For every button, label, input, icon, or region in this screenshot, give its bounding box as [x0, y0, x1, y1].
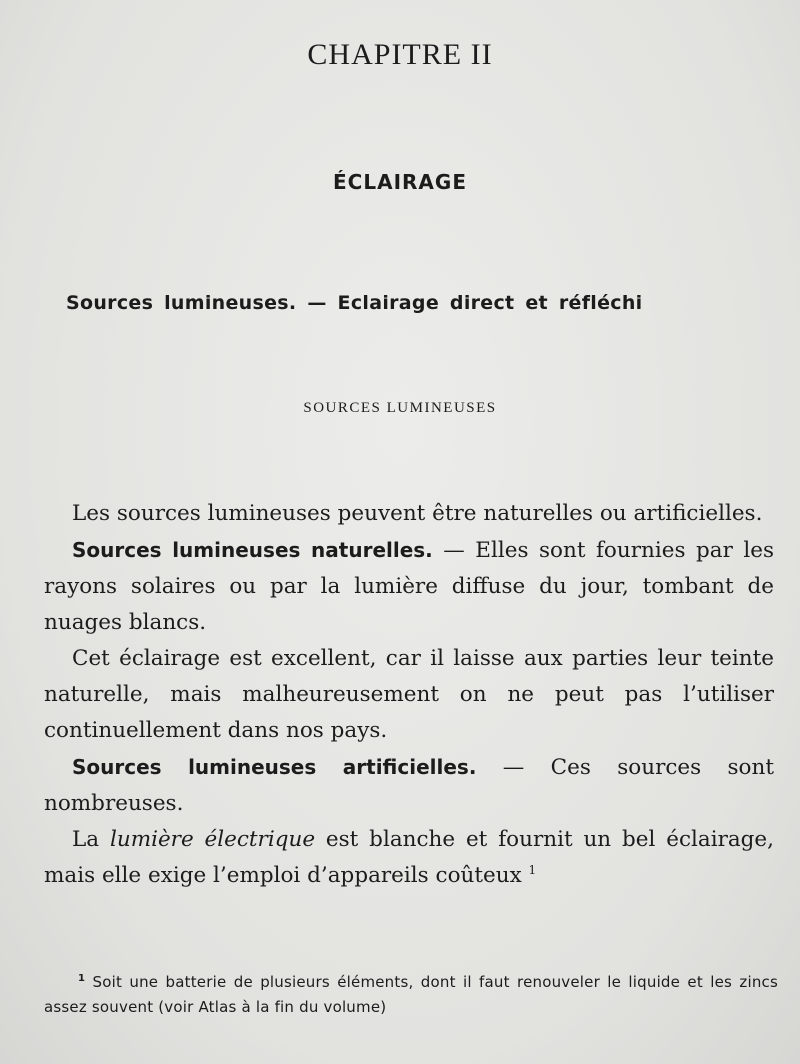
- footnote-reference: 1: [528, 862, 537, 877]
- paragraph-4: [44, 749, 774, 822]
- footnote-text: Soit une batterie de plusieurs éléments, dont il faut renouveler le liquide et les zincs assez souvent (voir Atlas à la fin du volume): [44, 973, 778, 1016]
- section-title: ÉCLAIRAGE: [333, 170, 467, 194]
- footnote-text-block: [44, 970, 778, 1020]
- body-text: [44, 496, 774, 894]
- footnote: [44, 970, 778, 1020]
- paragraph-4-text: — Ces sources sont nombreuses.: [44, 755, 774, 816]
- paragraph-5-text: est blanche et fournit un bel éclairage, mais elle exige l’emploi d’appareils coûteux: [44, 827, 774, 888]
- run-in-heading-natural: Sources lumineuses naturelles.: [72, 538, 433, 562]
- paragraph-1: Les sources lumineuses peuvent être naturelles ou artificielles.: [72, 501, 763, 526]
- paragraph-5: [44, 822, 774, 894]
- paragraph-5-start: La: [72, 827, 110, 852]
- footnote-mark: 1: [78, 973, 86, 984]
- section-subtitle: Sources lumineuses. — Eclairage direct et réfléchi: [66, 292, 643, 314]
- paragraph-3: Cet éclairage est excellent, car il laisse aux parties leur teinte naturelle, mais malheureusement on ne peut pas l’utiliser continuellement dans nos pays.: [44, 646, 774, 743]
- italic-term: lumière électrique: [109, 827, 316, 852]
- subsection-heading: SOURCES LUMINEUSES: [303, 400, 497, 416]
- paragraph-2: [44, 532, 774, 641]
- run-in-heading-artificial: Sources lumineuses artificielles.: [72, 755, 477, 779]
- paragraph-2-text: — Elles sont fournies par les rayons solaires ou par la lumière diffuse du jour, tombant de nuages blancs.: [44, 538, 774, 635]
- chapter-heading: CHAPITRE II: [307, 38, 493, 71]
